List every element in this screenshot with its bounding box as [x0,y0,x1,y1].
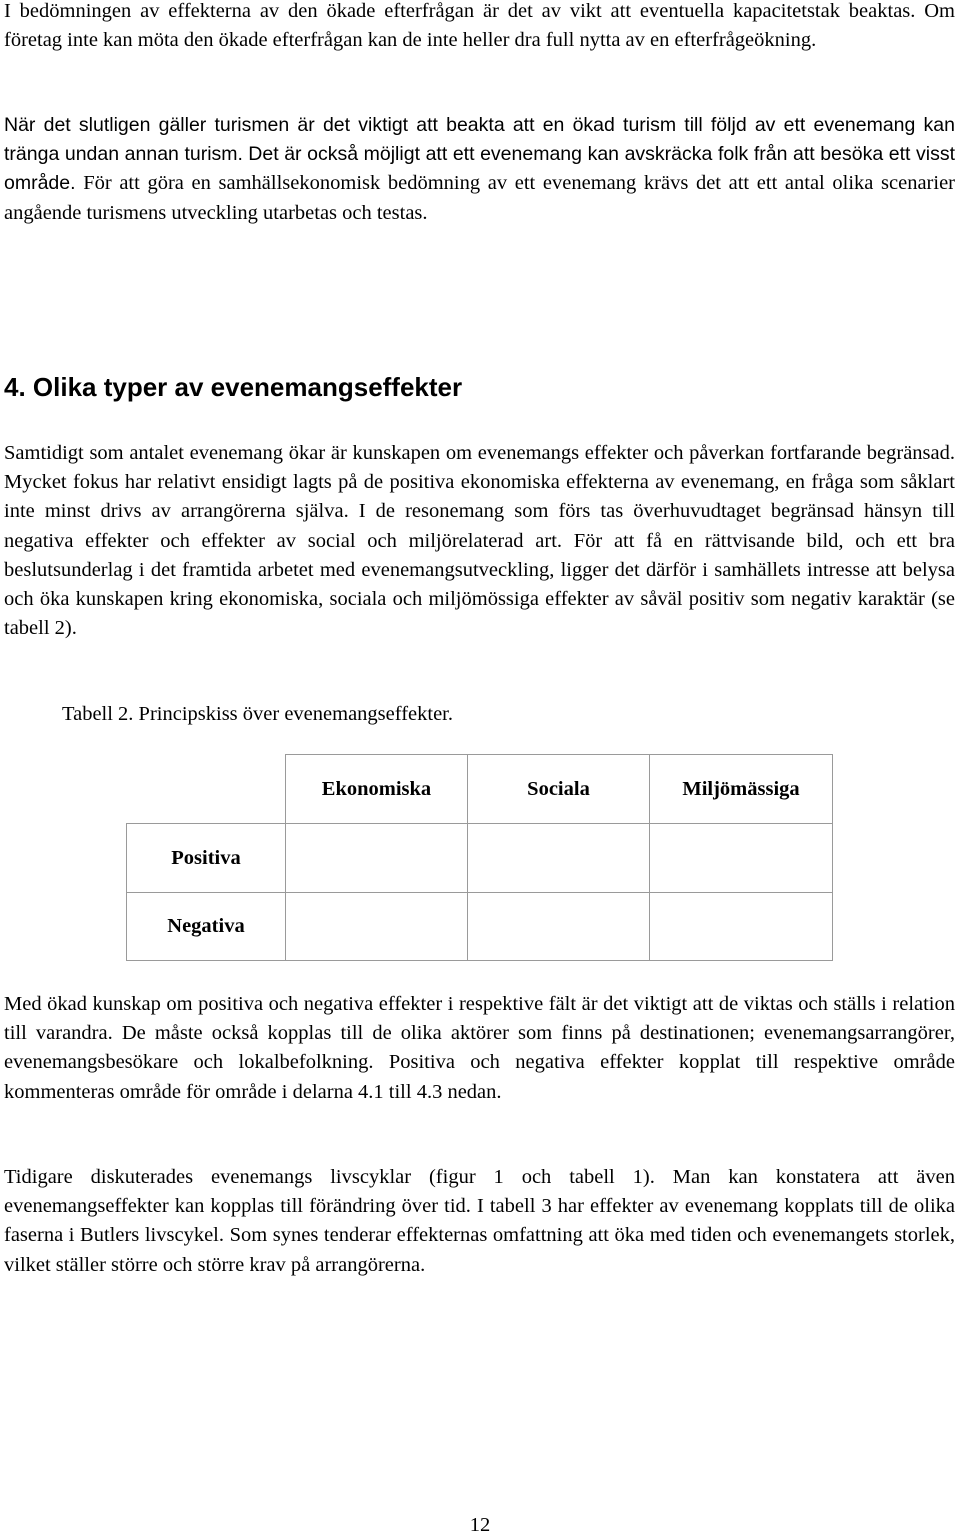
table-cell [285,823,468,893]
section-heading: 4. Olika typer av evenemangseffekter [4,372,463,402]
column-header-ekonomiska: Ekonomiska [285,754,468,824]
table-cell [649,823,833,893]
paragraph-tourism [4,111,955,228]
paragraph-capacity: I bedömningen av effekterna av den ökade efterfrågan är det av vikt att eventuella kapacitetstak beaktas. Om företag inte kan möta den ökade efterfrågan kan de inte heller dra full nytta av en efterfrågeökning. [4,0,955,52]
row-header-negativa: Negativa [126,892,286,961]
paragraph-effects-knowledge: Samtidigt som antalet evenemang ökar är kunskapen om evenemangs effekter och påverkan fortfarande begränsad. Mycket fokus har relativt ensidigt lagts på de positiva ekonomiska effekterna av evenemang, en fråga som såklart inte minst drivs av arrangörerna själva. I de resonemang som förs tas överhuvudtaget begränsad hänsyn till negativa effekter och effekter av social och miljörelaterad art. För att få en rättvisande bild, och ett bra beslutsunderlag i det framtida arbetet med evenemangsutveckling, ligger det därför i samhällets intresse att belysa och öka kunskapen kring ekonomiska, sociala och miljömössiga effekter av såväl positiv som negativ karaktär (se tabell 2). [4,442,955,640]
paragraph-tourism-part2: Det är också möjligt att ett evenemang kan avskräcka folk från att besöka ett visst område. [4,143,956,195]
column-header-sociala: Sociala [467,754,650,824]
page-number: 12 [469,1514,491,1536]
paragraph-tourism-part3: För att göra en samhällsekonomisk bedömning av ett evenemang krävs det att ett antal olika scenarier angående turismens utveckling utarbetas och testas. [4,172,955,224]
table-cell [467,892,650,961]
table-cell [467,823,650,893]
column-header-miljomassiga: Miljömässiga [649,754,833,824]
table-caption: Tabell 2. Principskiss över evenemangseffekter. [62,703,453,725]
row-header-positiva: Positiva [126,823,286,893]
paragraph-tourism-part1: När det slutligen gäller turismen är det viktigt att beakta att en ökad turism till följd av ett evenemang kan tränga undan annan turism. [4,114,955,166]
table-cell [285,892,468,961]
paragraph-lifecycle: Tidigare diskuterades evenemangs livscyklar (figur 1 och tabell 1). Man kan konstatera att även evenemangseffekter kan kopplas till förändring över tid. I tabell 3 har effekter av evenemang kopplats till de olika faserna i Butlers livscykel. Som synes tenderar effekternas omfattning att öka med tiden och evenemangets storlek, vilket ställer större och större krav på arrangörerna. [4,1166,955,1276]
paragraph-weighting: Med ökad kunskap om positiva och negativa effekter i respektive fält är det viktigt att de viktas och ställs i relation till varandra. De måste också kopplas till de olika aktörer som finns på destinationen; evenemangsarrangörer, evenemangsbesökare och lokalbefolkning. Positiva och negativa effekter kopplat till respektive område kommenteras område för område i delarna 4.1 till 4.3 nedan. [4,993,955,1103]
table-cell [649,892,833,961]
